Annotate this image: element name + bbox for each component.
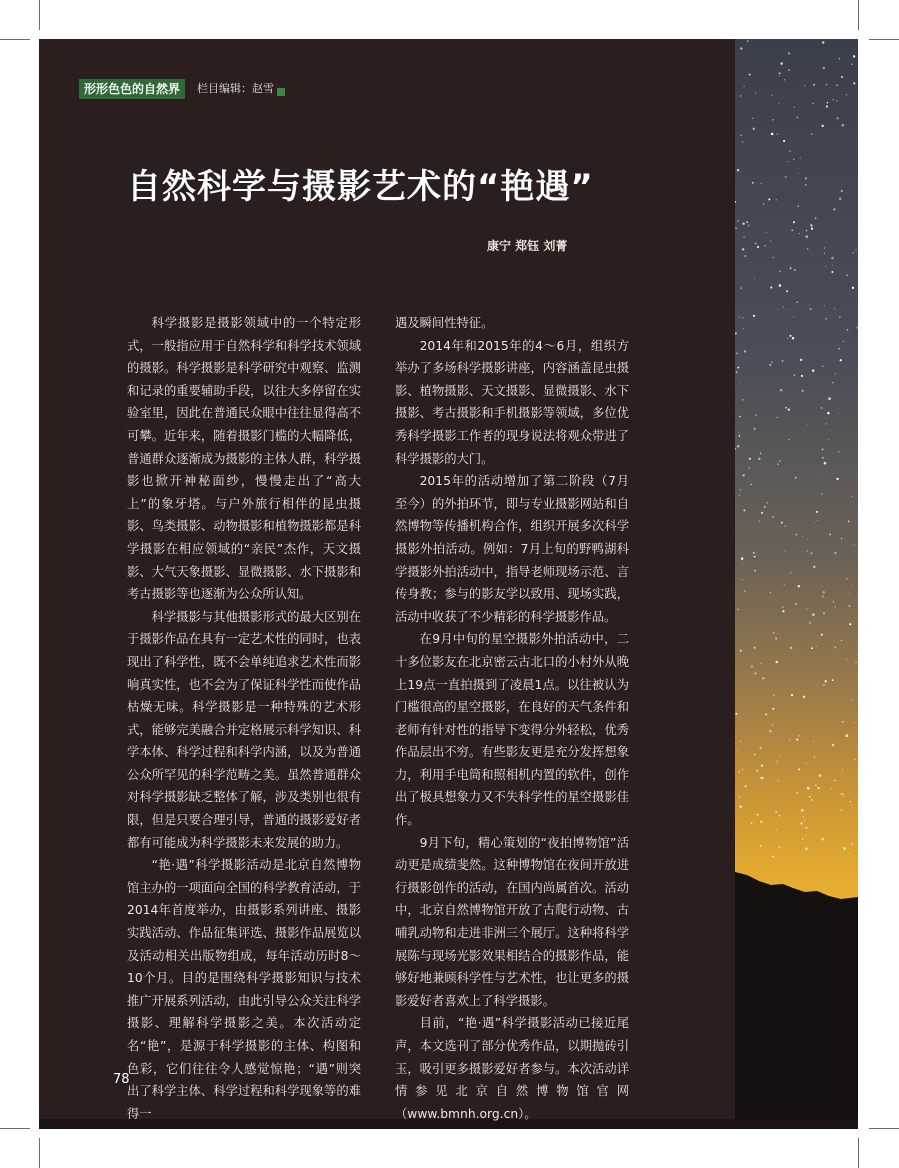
column-editor: 栏目编辑：赵雪 xyxy=(197,82,274,95)
starry-sky-photo xyxy=(735,39,858,1119)
paragraph: 9月下旬，精心策划的“夜拍博物馆”活动更是成绩斐然。这种博物馆在夜间开放进行摄影创作的活动，在国内尚属首次。活动中，北京自然博物馆开放了古爬行动物、古哺乳动物和走进非洲三个展厅。这种将科学展陈与现场光影效果相结合的摄影作品，能够好地兼顾科学性与艺术性，也让更多的摄影爱好者喜欢上了科学摄影。 xyxy=(395,835,629,1008)
paragraph: “艳·遇”科学摄影活动是北京自然博物馆主办的一项面向全国的科学教育活动，于2014年首度举办，由摄影系列讲座、摄影实践活动、作品征集评选、摄影作品展览以及活动相关出版物组成，每年活动历时8～10个月。目的是围绕科学摄影知识与技术推广开展系列活动，由此引导公众关注科学摄影、理解科学摄影之美。本次活动定名“艳”，是源于科学摄影的主体、构图和色彩，它们往往令人感觉惊艳；“遇”则突出了科学主体、科学过程和科学现象等的难得一 xyxy=(127,858,361,1121)
paragraph: 科学摄影与其他摄影形式的最大区别在于摄影作品在具有一定艺术性的同时，也表现出了科学性，既不会单纯追求艺术性而影响真实性，也不会为了保证科学性而使作品枯燥无味。科学摄影是一种特殊的艺术形式，能够完美融合并定格展示科学知识、科学本体、科学过程和科学内涵，以及为普通公众所罕见的科学范畴之美。虽然普通群众对科学摄影缺乏整体了解，涉及类别也很有限，但是只要合理引导，普通的摄影爱好者都有可能成为科学摄影未来发展的助力。 xyxy=(127,609,361,850)
crop-mark-tr-v xyxy=(858,0,859,30)
text-column-1 xyxy=(127,312,361,1125)
article-authors: 康宁 郑钰 刘菁 xyxy=(487,239,568,253)
magazine-page xyxy=(39,39,858,1129)
crop-mark-tr-h xyxy=(869,39,899,40)
paragraph: 目前，“艳·遇”科学摄影活动已接近尾声，本文选刊了部分优秀作品，以期抛砖引玉，吸引更多摄影爱好者参与。本次活动详情参见北京自然博物馆官网（www.bmnh.org.cn）。 xyxy=(395,1016,629,1121)
page-number: 78 xyxy=(113,1072,130,1087)
text-column-2 xyxy=(395,312,629,1125)
paragraph: 在9月中旬的星空摄影外拍活动中，二十多位影友在北京密云古北口的小村外从晚上19点一直拍摄到了凌晨1点。以往被认为门槛很高的星空摄影，在良好的天气条件和老师有针对性的指导下变得分外轻松，优秀作品层出不穷。有些影友更是充分发挥想象力，利用手电筒和照相机内置的软件，创作出了极具想象力又不失科学性的星空摄影佳作。 xyxy=(395,632,629,828)
crop-mark-tl-h xyxy=(0,39,30,40)
crop-mark-br-v xyxy=(858,1138,859,1168)
paragraph: 2014年和2015年的4～6月，组织方举办了多场科学摄影讲座，内容涵盖昆虫摄影、植物摄影、天文摄影、显微摄影、水下摄影、考古摄影和手机摄影等领域，多位优秀科学摄影工作者的现身说法将观众带进了科学摄影的大门。 xyxy=(395,338,629,466)
green-square-marker xyxy=(277,88,285,96)
crop-mark-tl-v xyxy=(39,0,40,30)
crop-mark-bl-h xyxy=(0,1128,30,1129)
paragraph: 科学摄影是摄影领域中的一个特定形式，一般指应用于自然科学和科学技术领域的摄影。科学摄影是科学研究中观察、监测和记录的重要辅助手段，以往大多停留在实验室里，因此在普通民众眼中往往显得高不可攀。近年来，随着摄影门槛的大幅降低，普通群众逐渐成为摄影的主体人群，科学摄影也掀开神秘面纱，慢慢走出了“高大上”的象牙塔。与户外旅行相伴的昆虫摄影、鸟类摄影、动物摄影和植物摄影都是科学摄影在相应领域的“亲民”杰作，天文摄影、大气天象摄影、显微摄影、水下摄影和考古摄影等也逐渐为公众所认知。 xyxy=(127,316,361,602)
paragraph: 2015年的活动增加了第二阶段（7月至今）的外拍环节，即与专业摄影网站和自然博物等传播机构合作，组织开展多次科学摄影外拍活动。例如：7月上旬的野鸭湖科学摄影外拍活动中，指导老师现场示范、言传身教；参与的影友学以致用、现场实践，活动中收获了不少精彩的科学摄影作品。 xyxy=(395,474,629,624)
crop-mark-br-h xyxy=(869,1128,899,1129)
crop-mark-bl-v xyxy=(39,1138,40,1168)
paragraph-continuation: 遇及瞬间性特征。 xyxy=(395,316,494,330)
mountain-silhouette xyxy=(735,39,858,1119)
section-tag: 形形色色的自然界 xyxy=(79,79,185,99)
article-title: 自然科学与摄影艺术的“艳遇” xyxy=(127,167,594,207)
